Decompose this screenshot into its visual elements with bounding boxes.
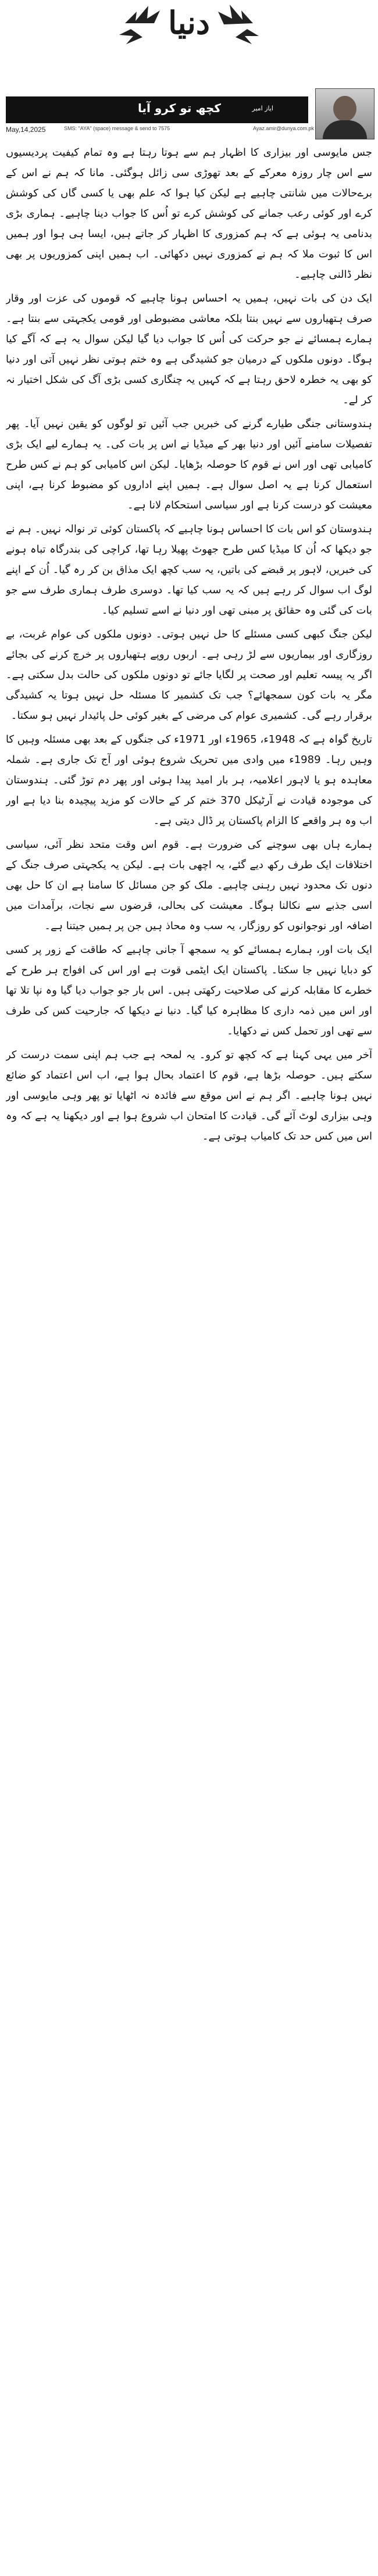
masthead xyxy=(0,0,378,46)
article-paragraph: آخر میں یہی کہنا ہے کہ کچھ تو کرو۔ یہ لمحہ ہے جب ہم اپنی سمت درست کر سکتے ہیں۔ حوصلہ بڑھا ہے، قوم کا اعتماد بحال ہوا ہے، اب اس اعتماد کو ضائع نہیں ہونا چاہیے۔ اگر ہم نے اس موقع سے فائدہ نہ اٹھایا تو پھر وہی مایوسی اور وہی بیزاری لوٹ آئے گی۔ قیادت کا امتحان اب شروع ہوا ہے اور دیکھنا یہ ہے کہ وہ اس میں کس حد تک کامیاب ہوتی ہے۔ xyxy=(6,1049,372,1142)
logo-text: دنیا xyxy=(168,4,210,41)
columnist-email: Ayaz.amir@dunya.com.pk xyxy=(252,126,314,131)
publish-date: May,14,2025 xyxy=(6,126,46,134)
sms-instructions: SMS: "AYA" (space) message & send to 7575 xyxy=(64,126,170,131)
newspaper-logo xyxy=(113,0,265,45)
article-paragraph: ہمارے ہاں بھی سوچنے کی ضرورت ہے۔ قوم اس وقت متحد نظر آئی، سیاسی اختلافات ایک طرف رکھ دیے گئے، یہ اچھی بات ہے۔ لیکن یہ یکجہتی صرف جنگ کے دنوں تک محدود نہیں رہنی چاہیے۔ ملک کو جن مسائل کا سامنا ہے ان کا حل بھی اسی جذبے سے نکالنا ہوگا۔ معیشت کی بحالی، قرضوں سے نجات، برآمدات میں اضافہ اور نوجوانوں کو روزگار، یہ سب وہ محاذ ہیں جن پر ہمیں جیتنا ہے۔ xyxy=(6,839,372,932)
columnist-photo xyxy=(315,88,375,139)
column-title-band xyxy=(6,96,308,123)
article-paragraph: ایک دن کی بات نہیں، ہمیں یہ احساس ہونا چاہیے کہ قوموں کی عزت اور وقار صرف ہتھیاروں سے نہیں بنتا بلکہ معاشی مضبوطی اور قومی یکجہتی سے بنتا ہے۔ ہمارے ہمسائے نے جو حرکت کی اُس کا جواب دیا گیا لیکن سوال یہ ہے کہ آگے کیا ہوگا۔ دونوں ملکوں کے درمیان جو کشیدگی ہے وہ ختم ہوتی نظر نہیں آتی اور دنیا کو بھی یہ خطرہ لاحق رہتا ہے کہ کہیں یہ چنگاری کسی بڑی آگ کی شکل اختیار نہ کر لے۔ xyxy=(6,292,372,406)
article-paragraph: لیکن جنگ کبھی کسی مسئلے کا حل نہیں ہوتی۔ دونوں ملکوں کی عوام غربت، بے روزگاری اور بیماریوں سے لڑ رہی ہے۔ اربوں روپے ہتھیاروں پر خرچ کرنے کی بجائے اگر یہ پیسہ تعلیم اور صحت پر لگایا جائے تو دونوں ملکوں کی حالت بدل سکتی ہے۔ مگر یہ بات کون سمجھائے؟ جب تک کشمیر کا مسئلہ حل نہیں ہوتا یہ کشیدگی برقرار رہے گی۔ کشمیری عوام کی مرضی کے بغیر کوئی حل پائیدار نہیں ہو سکتا۔ xyxy=(6,628,372,722)
article-paragraph: تاریخ گواہ ہے کہ 1948ء، 1965ء اور 1971ء کی جنگوں کے بعد بھی مسئلہ وہیں کا وہیں رہا۔ 1989ء میں وادی میں تحریک شروع ہوئی اور آج تک جاری ہے۔ شملہ معاہدہ ہو یا لاہور اعلامیہ، ہر بار امید پیدا ہوئی اور پھر دم توڑ گئی۔ ہندوستان کی موجودہ قیادت نے آرٹیکل 370 ختم کر کے حالات کو مزید پیچیدہ بنا دیا ہے اور اب وہ ہر واقعے کا الزام پاکستان پر ڈال دیتی ہے۔ xyxy=(6,733,372,827)
article-body xyxy=(6,142,372,2566)
article-paragraph: ایک بات اور، ہمارے ہمسائے کو یہ سمجھ آ جانی چاہیے کہ طاقت کے زور پر کسی کو دبایا نہیں جا سکتا۔ پاکستان ایک ایٹمی قوت ہے اور اس کی افواج ہر طرح کے خطرے کا مقابلہ کرنے کی صلاحیت رکھتی ہیں۔ اس بار جو جواب دیا گیا وہ نپا تلا تھا اور اس میں ذمہ داری کا مظاہرہ کیا گیا۔ دنیا نے دیکھا کہ جارحیت کس کی طرف سے تھی اور تحمل کس نے دکھایا۔ xyxy=(6,944,372,1037)
column-title: کچھ تو کرو آیا xyxy=(138,101,221,115)
article-paragraph: ہندوستانی جنگی طیارے گرنے کی خبریں جب آئیں تو لوگوں کو یقین نہیں آیا۔ پھر تفصیلات سامنے آئیں اور دنیا بھر کے میڈیا نے اس پر بات کی۔ یہ ہمارے لیے ایک بڑی کامیابی تھی اور اس نے قوم کا حوصلہ بڑھایا۔ لیکن اس کامیابی کو ہم نے کس طرح استعمال کرنا ہے یہ اصل سوال ہے۔ ہمیں اپنے اداروں کو مضبوط کرنا ہے، اپنی معیشت کو درست کرنا ہے اور سیاسی استحکام لانا ہے۔ xyxy=(6,418,372,511)
column-header xyxy=(0,88,378,138)
article-paragraph: جس مایوسی اور بیزاری کا اظہار ہم سے ہوتا رہتا ہے وہ تمام کیفیت پردیسیوں سے اس چار روزہ معرکے کے بعد تھوڑی سی زائل ہوگئی۔ مانا کہ ہم نے اس کے برےحالات میں شانتی چاہیے ہے لیکن کیا ہوا کہ علم بھی یا کسی گاں کی کوشش کرے اور کوئی رعب جمانے کی کوشش کرے تو اُس کا جواب دینا چاہیے۔ ہماری بڑی بدنامی یہ ہوئی ہے کہ ہم کمزوری کا اظہار کر جاتے ہیں، ایسا ہی ہوا اور ہمیں اس کا ثبوت ملا کہ ہم نے کمزوری نہیں دکھائی۔ اب ہمیں اپنی کمزوریوں پر بھی نظر ڈالنی چاہیے۔ xyxy=(6,146,372,281)
columnist-name: ایاز امیر xyxy=(252,105,273,112)
article-paragraph: ہندوستان کو اس بات کا احساس ہونا چاہیے کہ پاکستان کوئی تر نوالہ نہیں۔ ہم نے جو دیکھا کہ اُن کا میڈیا کس طرح جھوٹ پھیلا رہا تھا، کراچی کی بندرگاہ تباہ ہونے کی خبریں، لاہور پر قبضے کی باتیں، یہ سب کچھ ایک مذاق بن کر رہ گیا۔ اُن کے اپنے لوگ اب سوال کر رہے ہیں کہ یہ سب کیا تھا۔ دوسری طرف ہماری طرف سے جو بات کی گئی وہ حقائق پر مبنی تھی اور دنیا نے اسے تسلیم کیا۔ xyxy=(6,523,372,617)
